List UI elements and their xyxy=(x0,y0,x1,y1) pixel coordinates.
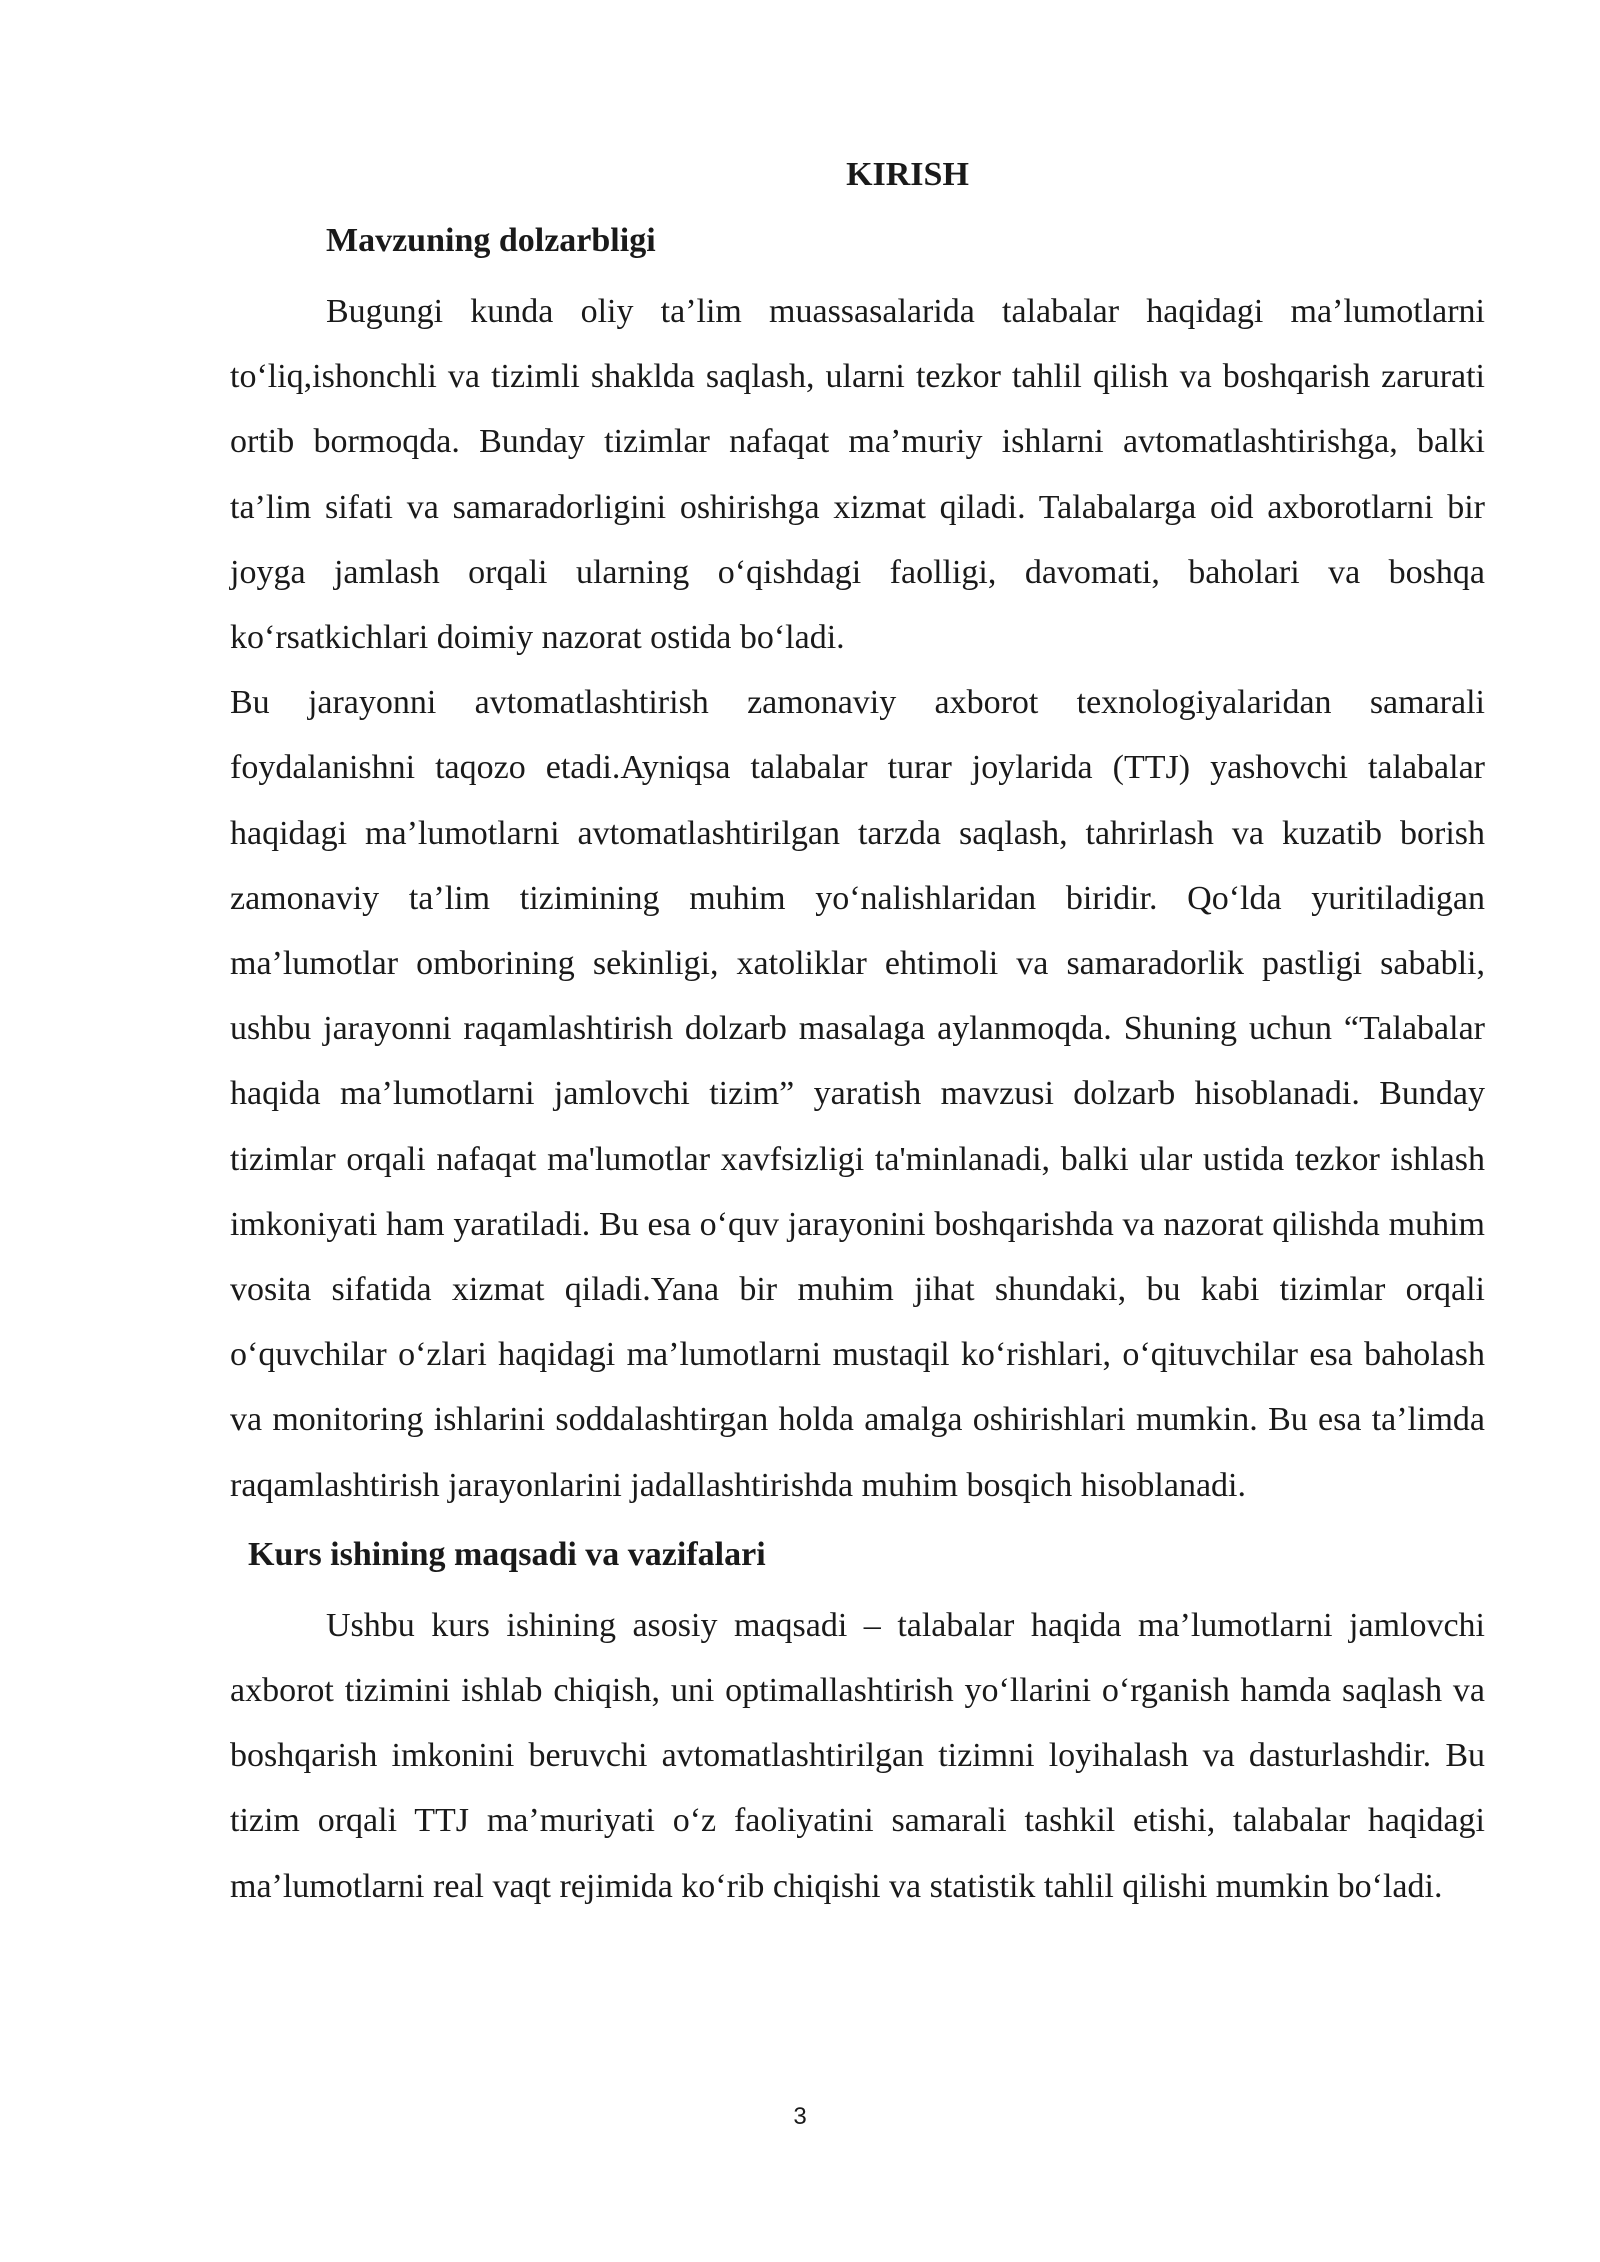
paragraph: Ushbu kurs ishining asosiy maqsadi – talabalar haqida ma’lumotlarni jamlovchi axborot tizimini ishlab chiqish, uni optimallashtirish yo‘llarini o‘rganish hamda saqlash va boshqarish imkonini beruvchi avtomatlashtirilgan tizimni loyihalash va dasturlashdir. Bu tizim orqali TTJ ma’muriyati o‘z faoliyatini samarali tashkil etishi, talabalar haqidagi ma’lumotlarni real vaqt rejimida ko‘rib chiqishi va statistik tahlil qilishi mumkin bo‘ladi. xyxy=(230,1606,1485,1905)
paragraph: Bugungi kunda oliy ta’lim muassasalarida talabalar haqidagi ma’lumotlarni to‘liq,ishonchli va tizimli shaklda saqlash, ularni tezkor tahlil qilish va boshqarish zarurati ortib bormoqda. Bunday tizimlar nafaqat ma’muriy ishlarni avtomatlashtirishga, balki ta’lim sifati va samaradorligini oshirishga xizmat qiladi. Talabalarga oid axborotlarni bir joyga jamlash orqali ularning o‘qishdagi faolligi, davomati, baholari va boshqa ko‘rsatkichlari doimiy nazorat ostida bo‘ladi. xyxy=(230,293,1485,657)
page-title: KIRISH xyxy=(846,156,969,193)
paragraph: Bu jarayonni avtomatlashtirish zamonaviy axborot texnologiyalaridan samarali foydalanishni taqozo etadi.Ayniqsa talabalar turar joylarida (TTJ) yashovchi talabalar haqidagi ma’lumotlarni avtomatlashtirilgan tarzda saqlash, tahrirlash va kuzatib borish zamonaviy ta’lim tizimining muhim yo‘nalishlaridan biridir. Qo‘lda yuritiladigan ma’lumotlar omborining sekinligi, xatoliklar ehtimoli va samaradorlik pastligi sababli, ushbu jarayonni raqamlashtirish dolzarb masalaga aylanmoqda. Shuning uchun “Talabalar haqida ma’lumotlarni jamlovchi tizim” yaratish mavzusi dolzarb hisoblanadi. Bunday tizimlar orqali nafaqat ma'lumotlar xavfsizligi ta'minlanadi, balki ular ustida tezkor ishlash imkoniyati ham yaratiladi. Bu esa o‘quv jarayonini boshqarishda va nazorat qilishda muhim vosita sifatida xizmat qiladi.Yana bir muhim jihat shundaki, bu kabi tizimlar orqali o‘quvchilar o‘zlari haqidagi ma’lumotlarni mustaqil ko‘rishlari, o‘qituvchilar esa baholash va monitoring ishlarini soddalashtirgan holda amalga oshirishlari mumkin. Bu esa ta’limda raqamlashtirish jarayonlarini jadallashtirishda muhim bosqich hisoblanadi. xyxy=(230,684,1485,1504)
section-heading-goals: Kurs ishining maqsadi va vazifalari xyxy=(248,1535,766,1573)
section-heading-relevance: Mavzuning dolzarbligi xyxy=(326,222,656,259)
document-page xyxy=(230,148,1485,1919)
page-number: 3 xyxy=(793,2103,807,2130)
